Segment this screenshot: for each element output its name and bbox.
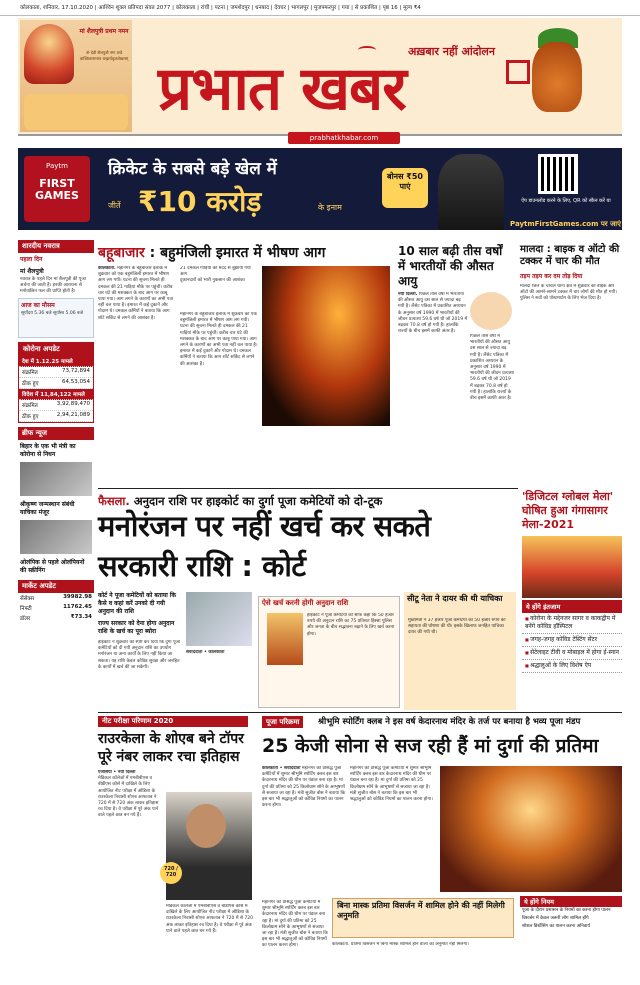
- ad-sub: जीतें: [108, 201, 121, 210]
- puja-headline[interactable]: 25 केजी सोना से सज रही हैं मां दुर्गा की प्रतिमा: [262, 735, 599, 757]
- market-row: सेंसेक्स 39982.98: [20, 594, 92, 602]
- brief-headline[interactable]: श्रीकृष्ण जन्मस्थान संबंधी याचिका मंजूर: [20, 501, 75, 516]
- neet-headline[interactable]: राउरकेला के शोएब बने टॉपर पूरे नंबर लाकर रचा इतिहास: [98, 731, 244, 765]
- brief-photo: [20, 462, 92, 496]
- weather-text: सूर्योदय 5.36 बजे सूर्यास्त 5.06 बजे: [21, 311, 83, 316]
- immersion-notice-title[interactable]: बिना मास्क प्रतिमा विसर्जन में शामिल होने की नहीं मिलेगी अनुमति: [337, 901, 505, 920]
- covid-row: ठीक हुए 64,53,054: [19, 378, 93, 389]
- immersion-notice: [332, 898, 514, 938]
- neet-text-2: मेडिकल कॉलेजों में एमबीबीएस व बीडीएस कोर्स में दाखिले के लिए आयोजित नीट परीक्षा में ओडिशा के राउरकेला निवासी शोएब आफताब ने 720 में से 720 अंक लाकर इतिहास रच दिया है। वे परीक्षा में पूरे अंक पाने वाले पहले छात्र बन गये हैं।: [166, 904, 254, 934]
- puja-rules: [520, 896, 622, 931]
- ad-headline: क्रिकेट के सबसे बड़े खेल में: [108, 159, 277, 179]
- covid-row: देश में 1.12.25 मामले: [19, 356, 93, 367]
- goddess-illustration: [24, 24, 74, 84]
- brief-headline[interactable]: ओलंपिक से पहले ओलंपियनों की स्क्रीनिंग: [20, 559, 85, 574]
- fire-story-text: कोलकाता. महानगर के बहूबाजार इलाके में शुक्रवार को एक बहुमंजिली इमारत में भीषण आग लग गयी। घटना की सूचना मिलते ही दमकल की 21 गाड़ियां मौके पर पहुंचीं। करीब चार घंटे की मशक्कत के बाद आग पर काबू पाया गया। आग लगने के कारणों का अभी पता नहीं चल पाया है। इमारत में कई दुकानें और गोदाम थे। दमकल कर्मियों ने बताया कि आग शॉर्ट सर्किट से लगने की आशंका है।: [98, 266, 174, 321]
- brief-news: [18, 427, 94, 576]
- ad-site-link[interactable]: PaytmFirstGames.com पर जाएं: [510, 220, 621, 228]
- durga-idol-photo: [440, 766, 622, 892]
- kalash-illustration: [502, 20, 620, 132]
- topper-face: [186, 804, 226, 848]
- puja-rule: पूजा के दौरान प्रशासन के नियमों का करना होगा पालन: [522, 908, 611, 913]
- top-dateline: कोलकाता, शनिवार, 17.10.2020 | आश्विन शुक्ल प्रतिपदा संवत 2077 | कोलकाता | रांची | पटना | जमशेदपुर | धनबाद | देवघर | भागलपुर | मुजफ्फरपुर | गया | से प्रकाशित | पृष्ठ 16 | मूल्य ₹4: [0, 0, 640, 16]
- puja-text-3: महानगर की प्रसिद्ध पूजा कमेटियों में शुमार श्रीभूमि स्पोर्टिंग क्लब इस बार केदारनाथ मंदिर की थीम पर पंडाल बना रहा है। मां दुर्गा की प्रतिमा को 25 किलोग्राम सोने के आभूषणों से सजाया जा रहा है। मंत्री सुजीत बोस ने बताया कि इस बार भी श्रद्धालुओं को कोविड नियमों का पालन करना होगा।: [262, 900, 328, 949]
- arrangement-item: ■ सेटेलाइट टीवी व मोबाइल में होगा ई-स्नान: [522, 647, 622, 660]
- lead-inset-photo: [186, 592, 252, 646]
- navratri-box-title: शारदीय नवरात्र: [18, 240, 94, 253]
- covid-row: विदेश में 11,84,122 मामले: [19, 389, 93, 400]
- ad-bonus-badge: बोनस ₹50 पाएं: [382, 168, 428, 208]
- swastik-icon: [506, 60, 530, 84]
- bird-logo-icon: [358, 46, 376, 54]
- gangasagar-story: [522, 490, 622, 598]
- malda-story: [520, 244, 622, 434]
- grant-usage-box: [258, 596, 400, 708]
- navratri-ad-text: ॐ देवी शैलपुत्र्यै नमः वन्दे वाञ्छितलाभाय चन्द्रार्धकृतशेखराम्: [79, 50, 129, 61]
- petition-box: [404, 592, 516, 710]
- market-row: निफ्टी 11762.45: [20, 604, 92, 612]
- weather-box: [18, 298, 94, 338]
- weather-title: आज का मौसम: [21, 302, 55, 309]
- life-expectancy-text: नयी दिल्ली. पिछले तीस वर्षों में भारतीयों की औसत आयु दस साल से ज्यादा बढ़ गयी है। लैंसेट पत्रिका में प्रकाशित अध्ययन के अनुसार वर्ष 1990 में भारतीयों की जीवन प्रत्याशा 59.6 वर्ष थी जो 2019 में बढ़कर 70.8 वर्ष हो गयी है। हालांकि राज्यों के बीच इसमें काफी अंतर है।: [398, 292, 468, 335]
- arrangement-item: ■ जगह-जगह कोविड टेस्टिंग सेंटर: [522, 634, 622, 647]
- lead-bullet: राज्य सरकार को देना होगा अनुदान राशि के खर्च का पूरा ब्योरा: [98, 620, 175, 635]
- puja-rule: विसर्जन में केवल जरूरी लोग शामिल होंगे: [522, 916, 589, 921]
- neet-text: एजेंसियां • नयी दिल्ली मेडिकल कॉलेजों में एमबीबीएस व बीडीएस कोर्स में दाखिले के लिए आयोजित नीट परीक्षा में ओडिशा के राउरकेला निवासी शोएब आफताब ने 720 में से 720 अंक लाकर इतिहास रच दिया है। वे परीक्षा में पूरे अंक पाने वाले पहले छात्र बन गये हैं।: [98, 770, 159, 819]
- covid-title: कोरोना अपडेट: [19, 343, 93, 356]
- malda-kicker: तड़प तड़प कर दम तोड़ दिया: [520, 273, 583, 280]
- paytm-first-games-logo: [24, 156, 90, 222]
- life-expectancy-illustration: [470, 292, 512, 330]
- fire-bullet: दुकानदारों को भारी नुकसान की आशंका: [180, 278, 245, 284]
- brief-headline[interactable]: बिहार के एक भी मंत्री का कोरोना से निधन: [20, 443, 76, 458]
- malda-text: मालदा जिले के चांचल थाना क्षेत्र में शुक्रवार को बाइक और ऑटो की आमने-सामने टक्कर में चार लोगों की मौत हो गयी। पुलिस ने शवों को पोस्टमार्टम के लिए भेज दिया है।: [520, 284, 617, 302]
- fire-story-title: बहुमंजिली इमारत में भीषण आग: [160, 245, 326, 261]
- puja-text-2: महानगर की प्रसिद्ध पूजा कमेटियों में शुमार श्रीभूमि स्पोर्टिंग क्लब इस बार केदारनाथ मंदिर की थीम पर पंडाल बना रहा है। मां दुर्गा की प्रतिमा को 25 किलोग्राम सोने के आभूषणों से सजाया जा रहा है। मंत्री सुजीत बोस ने बताया कि इस बार भी श्रद्धालुओं को कोविड नियमों का पालन करना होगा।: [350, 766, 433, 803]
- puja-text: कोलकाता • संवाददाता महानगर की प्रसिद्ध पूजा कमेटियों में शुमार श्रीभूमि स्पोर्टिंग क्लब इस बार केदारनाथ मंदिर की थीम पर पंडाल बना रहा है। मां दुर्गा की प्रतिमा को 25 किलोग्राम सोने के आभूषणों से सजाया जा रहा है। मंत्री सुजीत बोस ने बताया कि इस बार भी श्रद्धालुओं को कोविड नियमों का पालन करना होगा।: [262, 766, 346, 809]
- arrangement-item: ■ कोरोना के मद्देनजर सागर व काकद्वीप में बनेंगे कोविड हॉस्पिटल: [522, 613, 622, 634]
- fire-story-section: बहूबाजार: [98, 245, 145, 261]
- gangasagar-photo: [522, 536, 622, 598]
- temple-photo: [267, 613, 303, 665]
- brief-news-title: ब्रीफ न्यूज: [18, 427, 94, 440]
- market-update: [18, 580, 94, 623]
- malda-headline[interactable]: मालदा : बाइक व ऑटो की टक्कर में चार की मौत: [520, 244, 620, 267]
- gangasagar-headline[interactable]: 'डिजिटल ग्लोबल मेला' घोषित हुआ गंगासागर मेला-2021: [522, 490, 614, 531]
- lead-bullet: कोर्ट ने पूजा कमेटियों को बताया कि कैसे व कहां करें उनको दी गयी अनुदान की राशि: [98, 592, 177, 615]
- lead-bullets: [98, 592, 182, 704]
- website-link[interactable]: prabhatkhabar.com: [288, 132, 400, 144]
- navratri-text: नवरात्र के पहले दिन मां शैलपुत्री की पूजा अर्चना की जाती है। इनकी आराधना से मनोवांछित फल की प्राप्ति होती है।: [20, 277, 86, 294]
- gangasagar-arrangements: [522, 600, 622, 673]
- kalash-pot-icon: [532, 42, 582, 112]
- ad-prize-suffix: के इनाम: [318, 203, 342, 212]
- petition-title: सीटू नेता ने दायर की थी याचिका: [407, 594, 503, 603]
- topper-photo: [166, 792, 252, 900]
- lead-text: हाइकोर्ट ने शुक्रवार को स्पष्ट कर दिया कि दुर्गा पूजा कमेटियों को दी गयी अनुदान राशि का उपयोग मनोरंजन या अन्य कार्यों के लिए नहीं किया जा सकता। यह राशि केवल कोविड सुरक्षा और जनहित के कार्यों में खर्च की जा सकेगी।: [98, 640, 181, 670]
- puja-rule: सोशल डिस्टेंसिंग का पालन करना अनिवार्य: [522, 924, 591, 929]
- lead-kicker: फैसला. अनुदान राशि पर हाइकोर्ट का दुर्गा पूजा कमेटियों को दो-टूक: [98, 494, 383, 508]
- immersion-notice-text: कोलकाता. प्रतिमा विसर्जन में बिना मास्क शामिल होने वालों को अनुमति नहीं मिलेगी।: [332, 942, 469, 947]
- ad-qr-text: ऐप डाउनलोड करने के लिए, QR को स्कैन करें या: [521, 198, 611, 204]
- fire-story-headline[interactable]: बहूबाजार : बहुमंजिली इमारत में भीषण आग: [98, 245, 326, 261]
- neet-tag: नीट परीक्षा परिणाम 2020: [98, 716, 248, 727]
- market-row: डॉलर ₹73.34: [20, 614, 92, 622]
- section-divider: [98, 488, 518, 489]
- score-badge: 720 / 720: [160, 862, 182, 884]
- grant-usage-text: हाइकोर्ट ने पूजा कमेटियों को साफ कहा कि 50 हजार रुपये की अनुदान राशि का 75 प्रतिशत हिस्सा पुलिस और जनता के बीच सद्भावना बढ़ाने के लिए खर्च करना होगा।: [307, 613, 395, 637]
- paytm-first-games-ad[interactable]: [18, 148, 622, 230]
- lead-dateline: संवाददाता • कोलकाता: [186, 650, 225, 655]
- petition-text: मुख्यमंत्री ने 37 हजार पूजा कमेटियों को 50 हजार रुपये की सहायता की घोषणा की थी। इसके खिलाफ जनहित याचिका दायर की गयी थी।: [408, 618, 506, 636]
- life-expectancy-text-2: पिछले तीस वर्षों में भारतीयों की औसत आयु दस साल से ज्यादा बढ़ गयी है। लैंसेट पत्रिका में प्रकाशित अध्ययन के अनुसार वर्ष 1990 में भारतीयों की जीवन प्रत्याशा 59.6 वर्ष थी जो 2019 में बढ़कर 70.8 वर्ष हो गयी है। हालांकि राज्यों के बीच इसमें काफी अंतर है।: [470, 334, 514, 402]
- navratri-ad-title: मां शैलपुत्री प्रथम नमन: [79, 28, 129, 35]
- left-column: [18, 240, 94, 980]
- covid-row: संक्रमित 73,72,894: [19, 367, 93, 378]
- life-expectancy-headline[interactable]: 10 साल बढ़ी तीस वर्षों में भारतीयों की औसत आयु: [398, 244, 503, 288]
- tagline: अख़बार नहीं आंदोलन: [408, 45, 495, 58]
- newspaper-title: प्रभात खबर: [158, 54, 406, 124]
- fire-bullet: 21 दमकल गाड़ियों की मदद से बुझायी गयी आग: [180, 266, 251, 278]
- market-title: मार्केट अपडेट: [18, 580, 94, 593]
- covid-update-box: [18, 342, 94, 423]
- qr-code-icon[interactable]: [538, 154, 578, 194]
- ad-prize: ₹10 करोड़: [138, 185, 262, 218]
- navratri-ad-banner: [24, 94, 128, 130]
- fire-story-text-2: महानगर के बहूबाजार इलाके में शुक्रवार को एक बहुमंजिली इमारत में भीषण आग लग गयी। घटना की सूचना मिलते ही दमकल की 21 गाड़ियां मौके पर पहुंचीं। करीब चार घंटे की मशक्कत के बाद आग पर काबू पाया गया। आग लगने के कारणों का अभी पता नहीं चल पाया है। इमारत में कई दुकानें और गोदाम थे। दमकल कर्मियों ने बताया कि आग शॉर्ट सर्किट से लगने की आशंका है।: [180, 312, 258, 367]
- arrangement-item: ■ श्रद्धालुओं के लिए विशेष ऐप: [522, 660, 622, 673]
- covid-row: संक्रमित 3,92,89,470: [19, 400, 93, 411]
- brief-photo: [20, 520, 92, 554]
- grant-usage-title: ऐसे खर्च करनी होगी अनुदान राशि: [262, 599, 349, 607]
- covid-row: ठीक हुए 2,94,21,089: [19, 411, 93, 422]
- navratri-ad: [20, 20, 132, 132]
- masthead: [18, 18, 622, 142]
- puja-kicker: श्रीभूमि स्पोर्टिंग क्लब ने इस वर्ष केदारनाथ मंदिर के तर्ज पर बनाया है भव्य पूजा मंडप: [318, 717, 581, 727]
- cricketer-photo: [438, 154, 504, 230]
- ad-brand-top: Paytm: [46, 162, 68, 170]
- ad-brand: FIRST GAMES: [35, 177, 79, 202]
- puja-rules-title: ये होंगे नियम: [520, 896, 622, 907]
- fire-story-bullets: [180, 266, 258, 306]
- lead-headline[interactable]: मनोरंजन पर नहीं खर्च कर सकते सरकारी राशि : कोर्ट: [98, 509, 431, 583]
- arrangements-title: ये होंगे इंतजाम: [522, 600, 622, 613]
- section-divider: [98, 712, 622, 713]
- fire-photo: [262, 266, 390, 426]
- goddess-name: मां शैलपुत्री: [20, 268, 44, 275]
- puja-tag: पूजा परिक्रमा: [262, 716, 303, 728]
- navratri-day: पहला दिन: [20, 256, 43, 263]
